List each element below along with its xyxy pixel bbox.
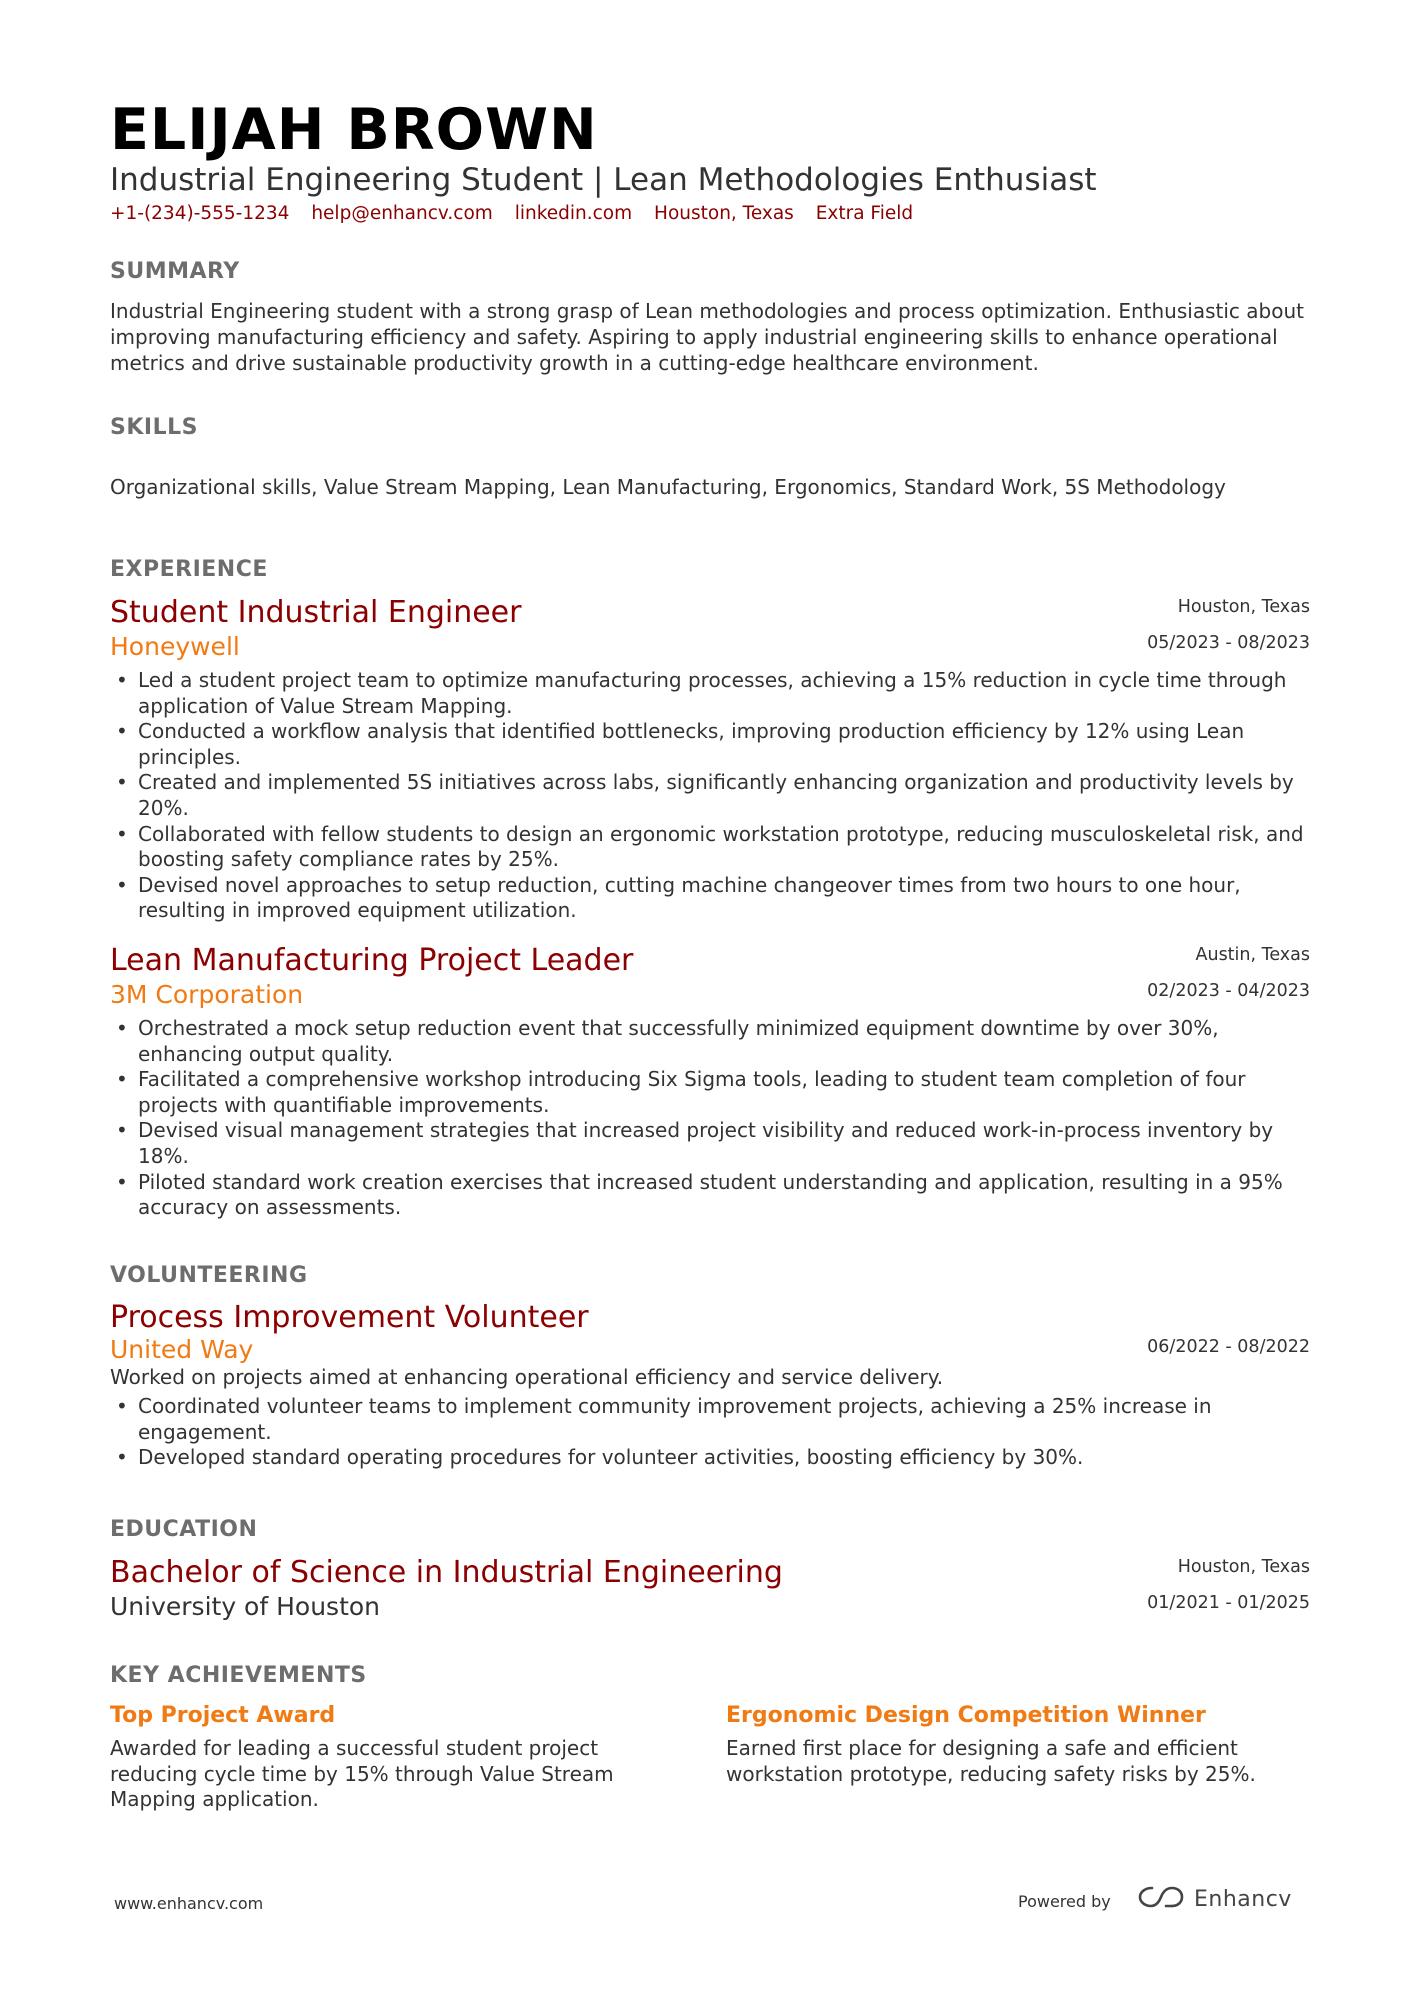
volunteering-description: Worked on projects aimed at enhancing operational efficiency and service delivery. <box>110 1365 944 1389</box>
powered-by-label: Powered by <box>1018 1892 1111 1911</box>
volunteering-company: United Way <box>110 1335 254 1364</box>
skills-heading: SKILLS <box>110 415 198 440</box>
enhancv-logo[interactable] <box>1138 1884 1292 1914</box>
bullet-item: • Facilitated a comprehensive workshop introducing Six Sigma tools, leading to student team completion of four projects with quantifiable improvements. <box>138 1067 1310 1118</box>
experience-company: 3M Corporation <box>110 980 304 1009</box>
skills-text: Organizational skills, Value Stream Mapping, Lean Manufacturing, Ergonomics, Standard Work, 5S Methodology <box>110 475 1226 499</box>
education-location: Houston, Texas <box>1177 1557 1310 1577</box>
education-dates: 01/2021 - 01/2025 <box>1147 1593 1310 1613</box>
volunteering-heading: VOLUNTEERING <box>110 1263 308 1288</box>
experience-role: Lean Manufacturing Project Leader <box>110 943 634 978</box>
experience-bullets <box>110 668 1310 924</box>
bullet-item: • Devised novel approaches to setup reduction, cutting machine changeover times from two hours to one hour, resulting in improved equipment utilization. <box>138 873 1310 924</box>
candidate-headline: Industrial Engineering Student | Lean Methodologies Enthusiast <box>110 162 1097 198</box>
experience-location: Houston, Texas <box>1177 597 1310 617</box>
location-text: Houston, Texas <box>654 203 794 224</box>
bullet-item: • Led a student project team to optimize manufacturing processes, achieving a 15% reduction in cycle time through application of Value Stream Mapping. <box>138 668 1310 719</box>
achievement-description: Awarded for leading a successful student project reducing cycle time by 15% through Value Stream Mapping application. <box>110 1736 614 1812</box>
summary-heading: SUMMARY <box>110 259 240 284</box>
achievement-description: Earned first place for designing a safe and efficient workstation prototype, reducing safety risks by 25%. <box>726 1736 1256 1786</box>
achievements-heading: KEY ACHIEVEMENTS <box>110 1663 367 1688</box>
phone-link[interactable]: +1-(234)-555-1234 <box>110 203 290 224</box>
experience-company: Honeywell <box>110 632 240 661</box>
email-link[interactable]: help@enhancv.com <box>311 203 493 224</box>
summary-text: Industrial Engineering student with a strong grasp of Lean methodologies and process optimization. Enthusiastic about improving manufacturing efficiency and safety. Aspiring to apply industrial engineering skills to enhance operational metrics and drive sustainable productivity growth in a cutting-edge healthcare environment. <box>110 299 1304 375</box>
experience-dates: 02/2023 - 04/2023 <box>1147 981 1310 1001</box>
extra-field-text: Extra Field <box>815 203 914 224</box>
achievement-title: Top Project Award <box>110 1703 336 1728</box>
contact-bar <box>110 202 929 226</box>
candidate-name: ELIJAH BROWN <box>110 97 598 163</box>
bullet-item: • Coordinated volunteer teams to implement community improvement projects, achieving a 25% increase in engagement. <box>138 1394 1310 1445</box>
education-heading: EDUCATION <box>110 1517 258 1542</box>
experience-bullets <box>110 1016 1310 1221</box>
education-degree: Bachelor of Science in Industrial Engineering <box>110 1555 783 1590</box>
bullet-item: • Created and implemented 5S initiatives across labs, significantly enhancing organization and productivity levels by 20%. <box>138 770 1310 821</box>
volunteering-role: Process Improvement Volunteer <box>110 1300 589 1335</box>
footer-url-link[interactable]: www.enhancv.com <box>114 1894 264 1913</box>
bullet-item: • Orchestrated a mock setup reduction event that successfully minimized equipment downtime by over 30%, enhancing output quality. <box>138 1016 1310 1067</box>
experience-heading: EXPERIENCE <box>110 557 268 582</box>
achievement-title: Ergonomic Design Competition Winner <box>726 1703 1206 1728</box>
bullet-item: • Conducted a workflow analysis that identified bottlenecks, improving production efficiency by 12% using Lean principles. <box>138 719 1310 770</box>
experience-role: Student Industrial Engineer <box>110 595 522 630</box>
bullet-item: • Piloted standard work creation exercises that increased student understanding and application, resulting in a 95% accuracy on assessments. <box>138 1170 1310 1221</box>
bullet-item: • Developed standard operating procedures for volunteer activities, boosting efficiency by 30%. <box>138 1445 1310 1471</box>
volunteering-dates: 06/2022 - 08/2022 <box>1147 1337 1310 1357</box>
enhancv-logo-text: Enhancv <box>1194 1886 1292 1912</box>
experience-dates: 05/2023 - 08/2023 <box>1147 633 1310 653</box>
education-school: University of Houston <box>110 1592 381 1621</box>
linkedin-link[interactable]: linkedin.com <box>514 203 633 224</box>
experience-location: Austin, Texas <box>1195 945 1310 965</box>
enhancv-logo-icon <box>1138 1884 1184 1914</box>
volunteering-bullets <box>110 1394 1310 1471</box>
bullet-item: • Devised visual management strategies that increased project visibility and reduced work-in-process inventory by 18%. <box>138 1118 1310 1169</box>
bullet-item: • Collaborated with fellow students to design an ergonomic workstation prototype, reducing musculoskeletal risk, and boosting safety compliance rates by 25%. <box>138 822 1310 873</box>
